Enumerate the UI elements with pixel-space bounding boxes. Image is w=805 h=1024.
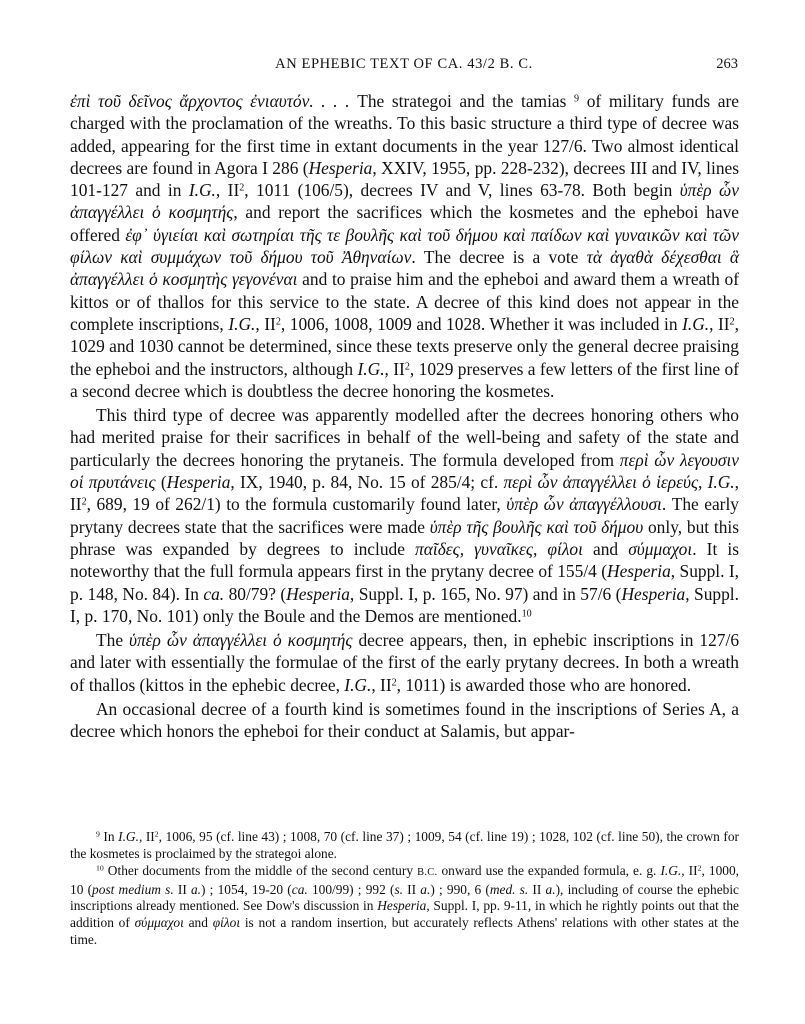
italic-run: I.G. [357,358,385,379]
text-run: and [183,914,213,930]
italic-run: παῖδες, γυναῖκες, φίλοι [415,538,583,559]
text-run: Other documents from the middle of the second century [103,863,418,879]
text-run: onward use the expanded formula, e. g. [437,863,661,879]
text-run: , II [215,180,240,201]
text-run: The [96,630,129,651]
text-run: , and report the sacrifices which the kosmetes and the epheboi have offered [70,202,739,245]
text-run: . It is noteworthy that the full formula appears first in the prytany decree of 155/4 ( [70,538,739,582]
text-run: , Suppl. I, pp. 9-11, in which he rightly points out that the addition of [70,898,739,930]
italic-run: a. [420,881,431,897]
text-run: , 1029 and 1030 cannot be determined, since these texts preserve only the general decree praising the epheboi and the instructors, although [70,313,739,379]
text-run: , 1011) is awarded those who are honored. [396,674,692,695]
italic-run: περὶ ὧν ἀπαγγέλλει ὁ ἱερεύς [503,472,699,493]
text-run: , IX, 1940, p. 84, No. 15 of 285/4; cf. [230,472,504,493]
text-run: An occasional decree of a fourth kind is sometimes found in the inscriptions of Series A, a decree which honors the epheboi for their conduct at Salamis, but appar- [70,699,739,742]
footnote [70,863,739,948]
italic-run: σύμμαχοι [628,538,693,559]
italic-run: περὶ ὧν λεγουσιν οἱ πρυτάνεις [70,449,739,493]
italic-run: ὑπὲρ ὧν ἀπαγγέλλει ὁ κοσμητής [128,630,353,651]
italic-run: Hesperia [621,583,686,604]
text-run: , Suppl. I, p. 148, No. 84). In [70,561,739,604]
italic-run: I.G. [344,674,372,695]
italic-run: a. [545,881,556,897]
text-run: , 1006, 95 (cf. line 43) ; 1008, 70 (cf. line 37) ; 1009, 54 (cf. line 19) ; 1028, 102 (cf. line 50), the crown for the kosmetes is proclaimed by the strategoi alone. [70,829,739,861]
italic-run: Hesperia [308,157,373,178]
italic-run: I.G. [188,180,216,201]
superscript: 9 [96,829,100,839]
running-title: AN EPHEBIC TEXT OF CA. 43/2 B. C. [275,56,533,72]
italic-run: ἐφ᾽ ὑγιείαι καὶ σωτηρίαι τῆς τε βουλῆς καὶ τοῦ δήμου καὶ παίδων καὶ γυναικῶν καὶ τῶν φίλων καὶ συμμάχων τοῦ δήμου τοῦ Ἀθηναίων [70,224,739,268]
superscript: 9 [574,93,580,105]
italic-run: φίλοι [212,914,241,930]
body-text [70,90,739,743]
text-run: , II [255,313,276,334]
italic-run: τὰ ἀγαθὰ δέχεσθαι ἃ ἀπαγγέλλει ὁ κοσμητὴς γεγονέναι [70,247,740,290]
superscript: 2 [404,361,410,373]
italic-run: ὑπὲρ ὧν ἀπαγγέλλει ὁ κοσμητής [70,180,739,223]
text-run: only, but this phrase was expanded by degrees to include [70,516,740,559]
italic-run: I.G. [660,863,682,879]
text-run: is not a random insertion, but accurately reflects Athens' relations with other states at the time. [70,914,739,947]
italic-run: I.G. [707,472,735,493]
italic-run: I.G. [118,829,139,844]
text-run: , 689, 19 of 262/1) to the formula customarily found later, [86,494,507,515]
superscript: 2 [697,863,702,873]
text-run: , 1011 (106/5), decrees IV and V, lines 63-78. Both begin [244,180,680,201]
text-run: decree appears, then, in ephebic inscriptions in 127/6 and later with essentially the formulae of the first of the early prytany decrees. In both a wreath of thallos (kittos in the ephebic decree, [70,630,740,695]
text-run: , 1029 preserves a few letters of the first line of a second decree which is doubtless the decree honoring the kosmetes. [70,358,739,401]
paragraph [70,90,739,402]
italic-run: s. [394,881,403,897]
text-run: . The early prytany decrees state that the sacrifices were made [70,494,740,537]
italic-run: ὑπὲρ τῆς βουλῆς καὶ τοῦ δήμου [429,516,644,537]
text-run: , II [384,358,405,379]
text-run: II [528,881,546,897]
italic-run: ὑπὲρ ὧν ἀπαγγέλλουσι [506,494,662,515]
text-run: This third type of decree was apparently modelled after the decrees honoring others who had merited praise for their sacrifices in behalf of the well-being and safety of the state and particularly the decrees honoring the prytaneis. The formula developed from [70,405,739,470]
superscript: 2 [275,316,281,328]
text-run: 80/79? ( [224,583,287,604]
superscript: 2 [729,316,735,328]
text-run: , 1000, 10 ( [70,863,739,897]
text-run: ( [155,472,167,493]
text-run: and to praise him and the epheboi and award them a wreath of kittos or of thallos for this service to the state. A decree of this kind does not appear in the complete inscriptions, [70,269,739,334]
text-run: II [403,881,421,897]
paragraph [70,629,739,696]
paragraph [70,698,739,743]
italic-run: Hesperia [286,583,350,604]
italic-run: med. s. [489,881,529,897]
text-run: , [698,472,708,493]
superscript: 2 [154,829,159,839]
italic-run: ca. [291,881,308,897]
text-run: , Suppl. I, p. 170, No. 101) only the Boule and the Demos are mentioned. [70,583,739,626]
text-run: , II [681,863,698,879]
text-run: and [582,538,629,559]
italic-run: Hesperia [377,898,427,914]
superscript: 2 [81,496,87,508]
footnote [70,829,739,862]
superscript: 10 [96,863,104,873]
italic-run: Hesperia [166,472,231,493]
text-run: 100/99) ; 992 ( [307,881,395,897]
italic-run: σύμμαχοι [134,914,184,930]
text-run: The strategoi and the tamias [349,91,575,111]
text-run: , XXIV, 1955, pp. 228-232), decrees III and IV, lines 101-127 and in [70,157,740,201]
text-run: . The decree is a vote [411,247,587,268]
footnotes [70,829,739,948]
superscript: 2 [391,677,397,689]
text-run: ) ; 990, 6 ( [430,881,490,897]
italic-run: a. [190,881,202,897]
text-run: , II [371,674,392,695]
italic-run: I.G. [682,313,710,334]
text-run: ) ; 1054, 19-20 ( [201,881,292,897]
text-run: , II [709,313,730,334]
text-run: , II [138,829,155,844]
italic-run: post medium s. [92,881,174,897]
page-number: 263 [716,56,738,72]
italic-run: I.G. [228,313,256,334]
text-run: ), including of course the ephebic inscriptions already mentioned. See Dow's discussion in [70,881,739,914]
italic-run: Hesperia [607,561,671,582]
text-run: , Suppl. I, p. 165, No. 97) and in 57/6 ( [349,583,622,604]
text-run: , 1006, 1008, 1009 and 1028. Whether it was included in [280,313,683,334]
superscript: 10 [521,608,532,620]
italic-run: ca. [203,583,225,604]
paragraph [70,404,739,627]
italic-run: ἐπὶ τοῦ δεῖνος ἄρχοντος ἐνιαυτόν. . . . [70,91,350,111]
text-run: II [173,881,191,897]
text-run: , II [70,472,740,515]
superscript: 2 [239,182,245,194]
text-run: In [99,829,119,844]
running-header [70,56,738,78]
text-run: of military funds are charged with the proclamation of the wreaths. To this basic structure a third type of decree was added, appearing for the first time in extant documents in the year 127/6. Two almost identical decrees are found in Agora I 286 ( [70,91,739,178]
small-caps-run: B.C. [417,867,438,879]
